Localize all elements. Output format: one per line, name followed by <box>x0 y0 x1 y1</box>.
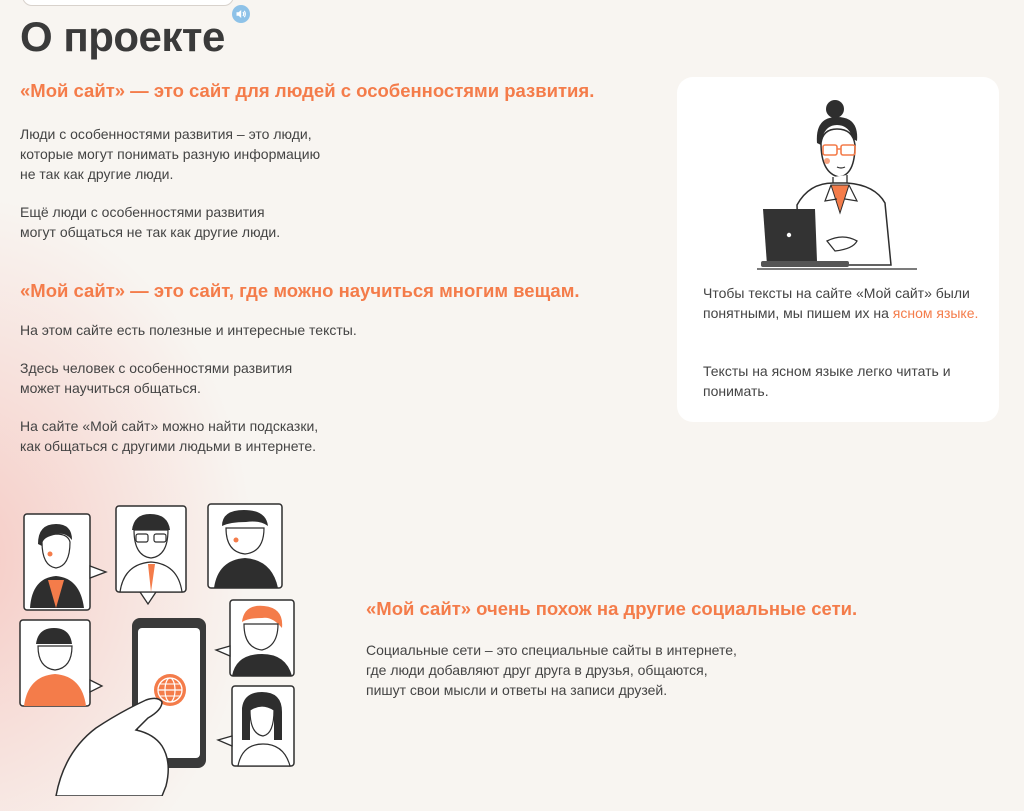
avatar-frame-4 <box>216 600 294 676</box>
avatar-frame-3 <box>208 504 282 588</box>
avatar-frame-5 <box>20 620 102 706</box>
page-title: О проекте <box>20 13 225 60</box>
speaker-glyph <box>235 8 247 20</box>
section-heading-special-needs: «Мой сайт» — это сайт для людей с особенностями развития. <box>20 80 595 101</box>
social-network-collage <box>16 496 316 796</box>
speaker-icon[interactable] <box>232 5 250 23</box>
top-search-pill[interactable] <box>22 0 234 6</box>
card-text-1-main: Чтобы тексты на сайте «Мой сайт» были понятными, мы пишем их на <box>703 285 970 321</box>
clear-language-link[interactable]: ясном языке. <box>892 305 979 321</box>
woman-laptop-illustration <box>757 95 927 285</box>
section-heading-social-networks: «Мой сайт» очень похож на другие социальные сети. <box>366 598 858 619</box>
hand-illustration <box>56 698 168 796</box>
section-heading-learn: «Мой сайт» — это сайт, где можно научиться многим вещам. <box>20 280 580 301</box>
avatar-frame-6 <box>218 686 294 766</box>
section3-paragraph-1: Социальные сети – это специальные сайты в интернете, где люди добавляют друг друга в друзья, общаются, пишут свои мысли и ответы на записи друзей. <box>366 642 737 698</box>
avatar-frame-2 <box>116 506 186 604</box>
clear-language-card <box>677 77 999 422</box>
avatar-frame-1 <box>24 514 106 610</box>
card-text-2: Тексты на ясном языке легко читать и понимать. <box>703 363 951 399</box>
section1-paragraph-1: Люди с особенностями развития – это люди, которые могут понимать разную информацию не так как другие люди. <box>20 126 321 182</box>
card-text-1 <box>703 283 983 323</box>
section1-paragraph-2: Ещё люди с особенностями развития могут общаться не так как другие люди. <box>20 204 281 240</box>
section2-paragraph-2: Здесь человек с особенностями развития может научиться общаться. <box>20 360 293 396</box>
section2-paragraph-3: На сайте «Мой сайт» можно найти подсказки, как общаться с другими людьми в интернете. <box>20 418 319 454</box>
section2-paragraph-1: На этом сайте есть полезные и интересные тексты. <box>20 322 357 338</box>
